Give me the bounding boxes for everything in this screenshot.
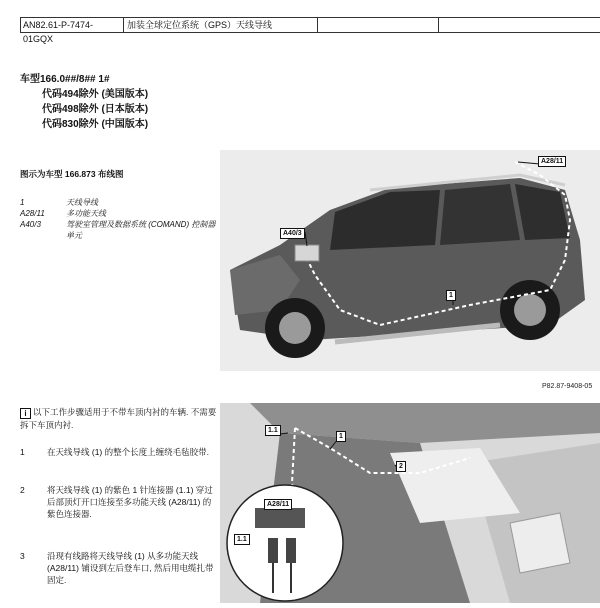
legend-row (20, 208, 216, 219)
interior-routing-figure (220, 403, 600, 603)
model-exclusion: 代码494除外 (美国版本) (42, 89, 149, 100)
doc-id: AN82.61-P-7474-01GQX (21, 18, 124, 32)
legend-key: 1 (20, 198, 25, 207)
model-exclusion: 代码498除外 (日本版本) (42, 104, 149, 115)
legend-key: A40/3 (20, 220, 41, 229)
model-line: 车型166.0##/8## 1# (20, 74, 110, 85)
callout-label: A28/11 (264, 499, 292, 510)
note-text: 以下工作步骤适用于不带车顶内衬的车辆. 不需要拆下车顶内衬. (20, 407, 217, 430)
step-text: 在天线导线 (1) 的整个长度上缠绕毛毡胶带. (47, 447, 209, 457)
step-number: 2 (20, 485, 25, 495)
callout-label: A28/11 (538, 156, 566, 167)
figure-caption: 图示为车型 166.873 布线图 (20, 169, 124, 179)
step-number: 1 (20, 447, 25, 457)
legend-value: 天线导线 (66, 198, 98, 207)
legend-key: A28/11 (20, 209, 45, 218)
legend-row (20, 219, 216, 241)
callout-label: 1 (336, 431, 346, 442)
header-empty-cell (318, 18, 439, 32)
step (20, 550, 217, 586)
vehicle-wiring-figure (220, 150, 600, 371)
info-note (20, 406, 220, 431)
callout-label: A40/3 (280, 228, 305, 239)
model-exclusion: 代码830除外 (中国版本) (42, 119, 149, 130)
info-icon: i (20, 408, 31, 419)
document-header (20, 17, 600, 44)
step-number: 3 (20, 551, 25, 561)
callout-label: 1.1 (234, 534, 250, 545)
callout-label: 2 (396, 461, 406, 472)
legend-value: 多功能天线 (66, 209, 106, 218)
step-text: 将天线导线 (1) 的紫色 1 针连接器 (1.1) 穿过后部顶灯开口连接至多功能天线 (A28/11) 的紫色连接器. (47, 485, 213, 519)
callout-label: 1.1 (265, 425, 281, 436)
vehicle-illustration (220, 150, 600, 371)
step (20, 484, 217, 520)
callout-label: 1 (446, 290, 456, 301)
figure-reference: P82.87-9408-05 (542, 383, 593, 390)
legend-row (20, 197, 216, 208)
step (20, 446, 217, 458)
step-text: 沿现有线路将天线导线 (1) 从多功能天线 (A28/11) 铺设到左后登车口, 然后用电缆扎带固定. (47, 551, 214, 585)
doc-title: 加装全球定位系统（GPS）天线导线 (124, 18, 318, 32)
legend (20, 197, 216, 241)
header-empty-cell (439, 18, 600, 32)
model-applicability (20, 72, 148, 132)
legend-value: 驾驶室管理及数据系统 (COMAND) 控制器单元 (66, 220, 216, 240)
